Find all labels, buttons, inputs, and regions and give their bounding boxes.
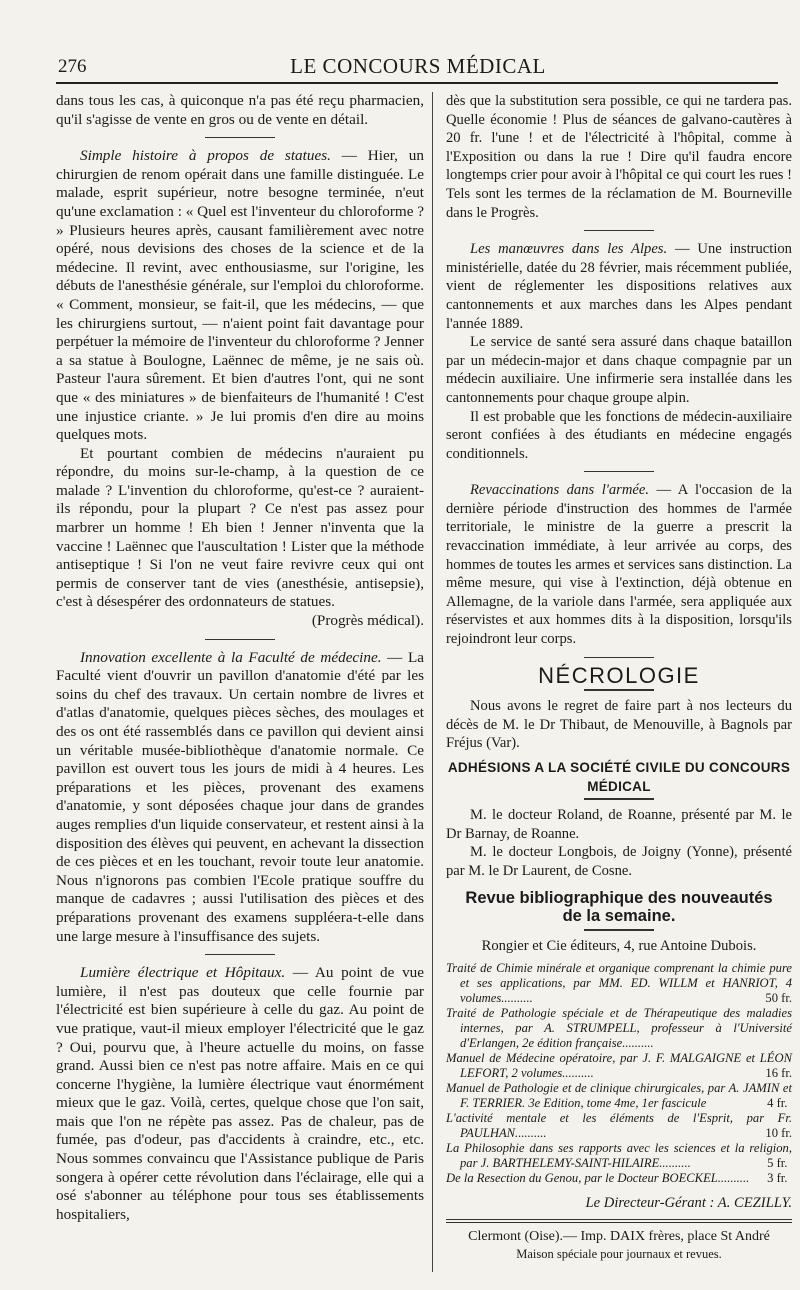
article-text: — La Faculté vient d'ouvrir un pavillon d'anatomie d'été par les soins du chef des travaux. Un certain nombre de livres et d'atlas d'anatomie, quelques pièces sèches, des moulages et des os ont été rassemblés dans ce pavillon qui devient ainsi un véritable musée-bibliothèque d'anatomie normale. Ce pavillon est ouvert tous les jours de midi à 4 heures. Les préparations et les pièces, provenant des examens d'anatomie, y sont déposées chaque jour dans de grandes auges remplies d'un liquide conservateur, et restent ainsi à la disposition des élèves qui peuvent, en achevant la dissection de ces pièces et en les touchant, revoir toute leur anatomie. Nous n'ignorons pas combien l'Ecole pratique souffre du manque de cadavres ; aussi l'utilisation des pièces et des préparations provenant des examens suppléera-t-elle dans une large mesure à l'insuffisance des sujets.: [56, 648, 425, 945]
book-text: Manuel de Médecine opératoire, par J. F. MALGAIGNE et LÉON LEFORT, 2 volumes..........: [446, 1051, 792, 1081]
article-text-alpes-2: Le service de santé sera assuré dans chaque bataillon par un médecin-major et dans chaque compagnie par un médecin auxiliaire. Une infirmerie sera installée dans les cantonnements pour chaque groupe alpin.: [446, 334, 792, 406]
page-header: [58, 52, 778, 84]
article-alpes: [446, 240, 792, 333]
page-number: 276: [58, 56, 87, 77]
book-item: [446, 1051, 792, 1081]
imprint-line: Clermont (Oise).— Imp. DAIX frères, place St André: [468, 1228, 770, 1244]
necrologie-title: NÉCROLOGIE: [538, 662, 700, 688]
article-text-statues-2: Et pourtant combien de médecins n'auraient pu répondre, du moins sur-le-champ, à la question de ce malade ? L'invention du chloroforme, qu'est-ce ? auraient-ils répondu, pour la plupart ? Ce n'est pas assez pour marbrer un homme ! Eh bien ! Jenner n'inventa que la vaccine ! Laënnec que l'auscultation ! Lister que la méthode antiseptique ! Si l'on ne veut faire revivre ceux qui ont permis de conserver tant de vies (anesthésie, antisepsie), c'est à désespérer des ordonnateurs de statues.: [56, 444, 424, 611]
book-item: [446, 1111, 792, 1141]
article-heading-lumiere: Lumière électrique et Hôpitaux.: [80, 964, 286, 982]
director-signature: Le Directeur-Gérant : A. CEZILLY.: [585, 1195, 792, 1212]
article-source: (Progrès médical).: [311, 612, 424, 630]
book-text: De la Resection du Genou, par le Docteur BOECKEL..........: [446, 1171, 750, 1186]
imprint-line-2: Maison spéciale pour journaux et revues.: [516, 1246, 722, 1261]
separator: [584, 471, 654, 472]
revue-title-line: Revue bibliographique des nouveautés: [465, 888, 773, 907]
article-lumiere: [56, 964, 424, 1224]
book-price: 50 fr.: [765, 991, 792, 1006]
article-innovation: [56, 649, 424, 947]
article-heading-statues: Simple histoire à propos de statues.: [80, 147, 331, 165]
book-text: Traité de Pathologie spéciale et de Thérapeutique des maladies internes, par A. STRUMPELL, professeur à l'Université d'Erlangen, 2e édition française..........: [446, 1006, 792, 1051]
separator: [584, 657, 654, 658]
article-text: — Hier, un chirurgien de renom opérait dans une famille distinguée. Le malade, esprit supérieur, notre besogne terminée, n'eut qu'une exclamation : « Quel est l'inventeur du chloroforme ? » Plusieurs heures après, causant familièrement avec notre opéré, nous devisions des choses de la science et de la médecine. Il revint, avec enthousiasme, sur l'origine, les débuts de l'anesthésie générale, sur l'emploi du chloroforme. « Comment, monsieur, se fait-il, que les médecins, — que les chirurgiens surtout, — n'aient point fait davantage pour perpétuer la mémoire de l'inventeur du chloroforme ? Jenner a sa statue à Boulogne, Laënnec de même, je ne sais où. Pasteur l'aura sûrement. Et bien d'autres l'ont, qui ne sont que « des miniatures » de bienfaiteurs de l'humanité ! C'est une injustice criante. » Je lui promis d'en dire au moins quelques mots.: [56, 147, 424, 444]
left-column: [56, 92, 424, 1224]
article-text-alpes-3: Il est probable que les fonctions de médecin-auxiliaire seront confiées à des étudiants en médecine engagés conditionnels.: [446, 408, 792, 462]
article-text: — A l'occasion de la dernière période d'instruction des hommes de l'armée territoriale, le ministre de la guerre a prescrit la revaccination immédiate, à leur arrivée au corps, des hommes de toutes les armes et services sans distinction. La même mesure, qui vise à l'extinction, déjà obtenue en Allemagne, de la variole dans l'armée, sera appliquée aux réservistes et aux hommes dits à la disposition, lorsqu'ils rejoindront leur corps.: [446, 482, 792, 648]
section-rule: [584, 798, 654, 800]
right-column: [446, 92, 792, 1263]
book-item: [446, 1006, 792, 1051]
book-item: [446, 1171, 792, 1186]
book-list: [446, 961, 792, 1186]
revue-title: [446, 889, 792, 925]
article-revaccinations: [446, 481, 792, 648]
column-divider: [432, 92, 433, 1272]
book-text: Traité de Chimie minérale et organique comprenant la chimie pure et ses applications, par MM. ED. WILLM et HANRIOT, 4 volumes..........: [446, 961, 792, 1006]
book-price: 3 fr.: [767, 1171, 788, 1186]
adhesion-entry: M. le docteur Roland, de Roanne, présenté par M. le Dr Barnay, de Roanne.: [446, 807, 792, 842]
footer-rule: [446, 1219, 792, 1223]
necrologie-text: Nous avons le regret de faire part à nos lecteurs du décès de M. le Dr Thibaut, de Menouville, à Bagnols par Fréjus (Var).: [446, 698, 792, 752]
book-text: La Philosophie dans ses rapports avec les sciences et la religion, par J. BARTHELEMY-SAINT-HILAIRE..........: [446, 1141, 792, 1171]
article-heading-revaccinations: Revaccinations dans l'armée.: [470, 482, 649, 499]
book-text: L'activité mentale et les éléments de l'Esprit, par Fr. PAULHAN..........: [446, 1111, 792, 1141]
separator: [205, 137, 275, 138]
adhesions-title: ADHÉSIONS A LA SOCIÉTÉ CIVILE DU CONCOURS MÉDICAL: [447, 760, 791, 794]
revue-title-line: de la semaine.: [562, 906, 676, 925]
article-statues: [56, 147, 424, 445]
book-price: 5 fr.: [767, 1156, 788, 1171]
book-item: [446, 1081, 792, 1111]
separator: [205, 639, 275, 640]
left-paragraph-continued: dans tous les cas, à quiconque n'a pas été reçu pharmacien, qu'il s'agisse de vente en gros ou de vente en détail.: [56, 92, 424, 128]
right-paragraph-continued: dès que la substitution sera possible, ce qui ne tardera pas. Quelle économie ! Plus de séances de galvano-cautères à 20 fr. l'une ! et de l'électricité à l'hôpital, comme à l'Exposition ou dans la rue ! Dire qu'il faudra encore longtemps crier pour avoir à l'hôpital ce qui court les rues ! Tels sont les termes de la réclamation de M. Bourneville dans le Progrès.: [446, 93, 792, 221]
article-text: — Au point de vue lumière, il n'est pas douteux que celle fournie par l'électricité est bien supérieure à celle du gaz. Au point de vue pratique, vaut-il mieux employer l'électricité que le gaz ? Oui, pourvu que, à l'heure actuelle du moins, on fasse grand. Aussi bien ce n'est pas notre affaire. Mais en ce qui concerne l'hygiène, la lumière électrique vaut énormément mieux que le gaz. Voilà, certes, quelque chose que l'on sait, mais que l'on ne répète pas assez. Pas de chaleur, pas de fumée, pas d'odeur, pas d'accidents à craindre, etc., etc. Nous sommes convaincu que l'Assistance publique de Paris songera à opérer cette révolution dans l'éclairage, elle qui a osé s'abonner au téléphone pour tous ses établissements hospitaliers,: [56, 964, 425, 1223]
separator: [584, 230, 654, 231]
book-price: 16 fr.: [765, 1066, 792, 1081]
book-item: [446, 1141, 792, 1171]
section-rule: [584, 929, 654, 931]
header-rule: [56, 82, 778, 84]
book-text: Manuel de Pathologie et de clinique chirurgicales, par A. JAMIN et F. TERRIER. 3e Edition, tome 4me, 1er fascicule: [446, 1081, 792, 1111]
article-heading-alpes: Les manœuvres dans les Alpes.: [470, 241, 668, 258]
article-heading-innovation: Innovation excellente à la Faculté de médecine.: [80, 648, 382, 666]
separator: [205, 954, 275, 955]
section-rule: [584, 689, 654, 691]
book-price: 10 fr.: [765, 1126, 792, 1141]
publisher-line: Rongier et Cie éditeurs, 4, rue Antoine Dubois.: [481, 937, 757, 954]
book-price: 4 fr.: [767, 1096, 788, 1111]
journal-title: LE CONCOURS MÉDICAL: [290, 54, 546, 78]
book-item: [446, 961, 792, 1006]
article-text: — Une instruction ministérielle, datée du 28 février, mais récemment publiée, vient de réglementer les dispositions relatives aux cantonnements et aux marches dans les Alpes pendant l'année 1889.: [446, 241, 792, 332]
adhesion-entry: M. le docteur Longbois, de Joigny (Yonne), présenté par M. le Dr Laurent, de Cosne.: [446, 844, 792, 879]
